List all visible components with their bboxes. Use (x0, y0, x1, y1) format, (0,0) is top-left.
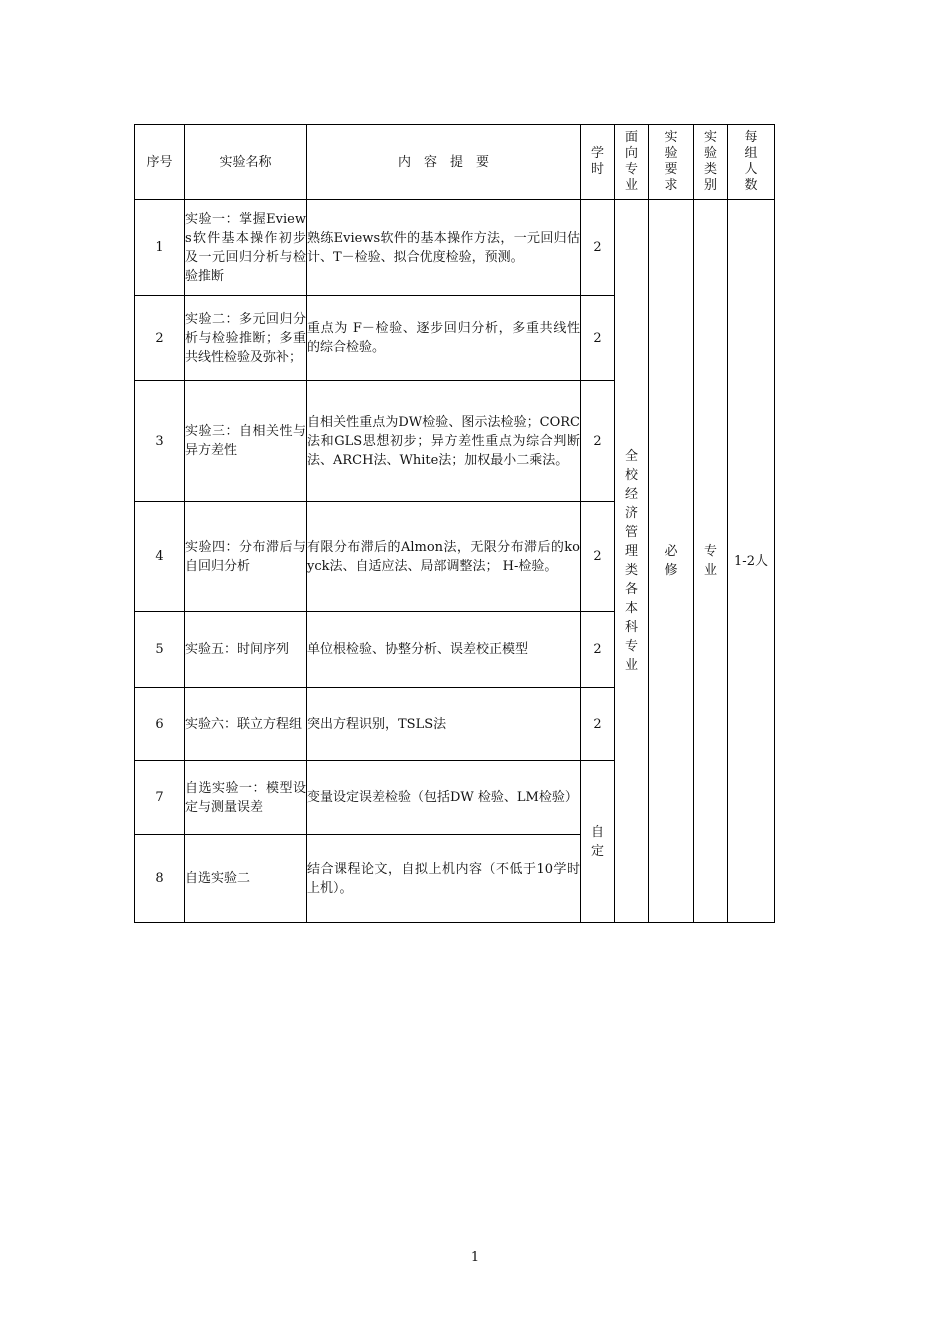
row-content: 单位根检验、协整分析、误差校正模型 (307, 612, 581, 688)
row-hours: 2 (581, 688, 615, 761)
row-content: 重点为 F－检验、逐步回归分析，多重共线性的综合检验。 (307, 296, 581, 381)
optional-hours-cell: 自定 (581, 761, 615, 923)
row-no: 4 (135, 502, 185, 612)
row-name: 自选实验一：模型设定与测量误差 (185, 761, 307, 835)
header-category: 实验类别 (694, 125, 728, 200)
row-hours: 2 (581, 502, 615, 612)
row-name: 实验六：联立方程组 (185, 688, 307, 761)
row-name: 自选实验二 (185, 835, 307, 923)
row-name: 实验三：自相关性与异方差性 (185, 381, 307, 502)
header-row (135, 125, 775, 200)
header-hours: 学时 (581, 125, 615, 200)
row-content: 突出方程识别，TSLS法 (307, 688, 581, 761)
row-hours: 2 (581, 200, 615, 296)
header-requirement: 实验要求 (649, 125, 694, 200)
row-no: 6 (135, 688, 185, 761)
row-name: 实验一：掌握Eviews软件基本操作初步及一元回归分析与检验推断 (185, 200, 307, 296)
category-cell: 专业 (694, 200, 728, 923)
header-no: 序号 (135, 125, 185, 200)
row-no: 8 (135, 835, 185, 923)
row-hours: 2 (581, 612, 615, 688)
major-cell: 全校经济管理类各本科专业 (615, 200, 649, 923)
header-major: 面向专业 (615, 125, 649, 200)
row-content: 自相关性重点为DW检验、图示法检验；CORC法和GLS思想初步；异方差性重点为综合判断法、ARCH法、White法；加权最小二乘法。 (307, 381, 581, 502)
row-content: 结合课程论文，自拟上机内容（不低于10学时上机）。 (307, 835, 581, 923)
row-hours: 2 (581, 381, 615, 502)
row-no: 2 (135, 296, 185, 381)
row-content: 熟练Eviews软件的基本操作方法，一元回归估计、T－检验、拟合优度检验，预测。 (307, 200, 581, 296)
row-content: 有限分布滞后的Almon法，无限分布滞后的koyck法、自适应法、局部调整法； H-检验。 (307, 502, 581, 612)
header-group: 每组人数 (728, 125, 775, 200)
row-no: 3 (135, 381, 185, 502)
header-name: 实验名称 (185, 125, 307, 200)
table-row (135, 200, 775, 296)
row-hours: 2 (581, 296, 615, 381)
experiment-table (134, 124, 775, 923)
header-content: 内 容 提 要 (307, 125, 581, 200)
page-number: 1 (470, 1250, 480, 1265)
group-cell: 1-2人 (728, 200, 775, 923)
row-name: 实验五：时间序列 (185, 612, 307, 688)
requirement-cell: 必修 (649, 200, 694, 923)
row-no: 7 (135, 761, 185, 835)
row-no: 5 (135, 612, 185, 688)
row-name: 实验四：分布滞后与自回归分析 (185, 502, 307, 612)
row-no: 1 (135, 200, 185, 296)
row-name: 实验二：多元回归分析与检验推断；多重共线性检验及弥补； (185, 296, 307, 381)
row-content: 变量设定误差检验（包括DW 检验、LM检验） (307, 761, 581, 835)
